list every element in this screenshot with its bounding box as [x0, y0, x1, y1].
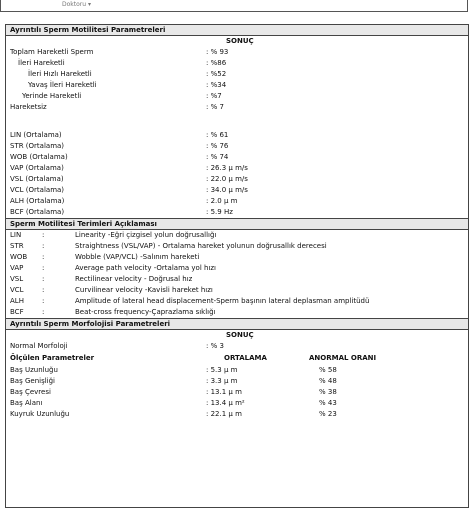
- row-label: VAP (Ortalama): [10, 164, 64, 172]
- row-label: WOB (Ortalama): [10, 153, 68, 161]
- term-abbr: VSL: [10, 275, 24, 283]
- row-label: STR (Ortalama): [10, 142, 65, 150]
- row-label: Baş Alanı: [10, 399, 43, 407]
- row-abnormal-rate: % 38: [319, 388, 337, 396]
- row-value: : %52: [206, 70, 227, 78]
- row-label: Yavaş İleri Hareketli: [28, 81, 97, 89]
- term-abbr: WOB: [10, 253, 28, 261]
- morphology-sonuc-header: SONUÇ: [226, 331, 254, 339]
- term-colon: :: [42, 231, 45, 239]
- measured-params-header: Ölçülen Parametreler: [10, 354, 95, 362]
- row-value: : 5.9 Hz: [206, 208, 233, 216]
- row-value: : % 61: [206, 131, 229, 139]
- row-label: İleri Hareketli: [18, 59, 65, 67]
- term-abbr: ALH: [10, 297, 24, 305]
- row-label: Kuyruk Uzunluğu: [10, 410, 70, 418]
- row-label: Baş Genişliği: [10, 377, 56, 385]
- row-abnormal-rate: % 23: [319, 410, 337, 418]
- top-toolbar: [0, 0, 468, 12]
- motility-section-header: [6, 25, 468, 36]
- row-average: : 13.1 μ m: [206, 388, 242, 396]
- term-colon: :: [42, 242, 45, 250]
- row-value: : %86: [206, 59, 227, 67]
- row-label: Baş Çevresi: [10, 388, 51, 396]
- terms-title: Sperm Motilitesi Terimleri Açıklaması: [10, 220, 157, 228]
- normal-morphology-value: : % 3: [206, 342, 224, 350]
- row-value: : % 7: [206, 103, 224, 111]
- term-desc: Curvilinear velocity -Kavisli hareket hızı: [75, 286, 213, 294]
- row-average: : 22.1 μ m: [206, 410, 242, 418]
- row-value: : %34: [206, 81, 227, 89]
- terms-section-header: [6, 218, 468, 230]
- row-value: : 26.3 μ m/s: [206, 164, 248, 172]
- row-average: : 13.4 μ m²: [206, 399, 245, 407]
- row-label: BCF (Ortalama): [10, 208, 65, 216]
- term-desc: Amplitude of lateral head displacement-Sperm başının lateral deplasman amplitüdü: [75, 297, 370, 305]
- row-average: : 3.3 μ m: [206, 377, 238, 385]
- report-panel: [5, 24, 469, 508]
- row-label: VCL (Ortalama): [10, 186, 65, 194]
- row-value: : %7: [206, 92, 222, 100]
- term-abbr: LIN: [10, 231, 22, 239]
- term-colon: :: [42, 297, 45, 305]
- term-colon: :: [42, 286, 45, 294]
- term-desc: Linearity -Eğri çizgisel yolun doğrusallığı: [75, 231, 217, 239]
- row-abnormal-rate: % 43: [319, 399, 337, 407]
- term-abbr: VAP: [10, 264, 24, 272]
- term-desc: Beat-cross frequency-Çaprazlama sıklığı: [75, 308, 216, 316]
- col-anormal-header: ANORMAL ORANI: [309, 354, 377, 362]
- row-label: Toplam Hareketli Sperm: [10, 48, 94, 56]
- row-average: : 5.3 μ m: [206, 366, 238, 374]
- term-desc: Straightness (VSL/VAP) - Ortalama hareket yolunun doğrusallık derecesi: [75, 242, 327, 250]
- term-abbr: STR: [10, 242, 24, 250]
- term-desc: Average path velocity -Ortalama yol hızı: [75, 264, 216, 272]
- row-abnormal-rate: % 48: [319, 377, 337, 385]
- row-label: İleri Hızlı Hareketli: [28, 70, 92, 78]
- row-label: ALH (Ortalama): [10, 197, 65, 205]
- morphology-title: Ayrıntılı Sperm Morfolojisi Parametreleri: [10, 320, 171, 328]
- term-colon: :: [42, 275, 45, 283]
- row-value: : % 76: [206, 142, 229, 150]
- row-label: LIN (Ortalama): [10, 131, 62, 139]
- term-colon: :: [42, 264, 45, 272]
- row-label: VSL (Ortalama): [10, 175, 64, 183]
- col-ortalama-header: ORTALAMA: [224, 354, 267, 362]
- row-value: : 2.0 μ m: [206, 197, 238, 205]
- row-value: : % 74: [206, 153, 229, 161]
- term-colon: :: [42, 308, 45, 316]
- row-abnormal-rate: % 58: [319, 366, 337, 374]
- term-desc: Rectilinear velocity - Doğrusal hız: [75, 275, 193, 283]
- motility-sonuc-header: SONUÇ: [226, 37, 254, 45]
- term-desc: Wobble (VAP/VCL) -Salınım hareketi: [75, 253, 200, 261]
- term-colon: :: [42, 253, 45, 261]
- row-value: : % 93: [206, 48, 229, 56]
- term-abbr: VCL: [10, 286, 24, 294]
- row-value: : 34.0 μ m/s: [206, 186, 248, 194]
- row-label: Hareketsiz: [10, 103, 47, 111]
- term-abbr: BCF: [10, 308, 24, 316]
- row-value: : 22.0 μ m/s: [206, 175, 248, 183]
- normal-morphology-label: Normal Morfoloji: [10, 342, 68, 350]
- row-label: Yerinde Hareketli: [22, 92, 82, 100]
- row-label: Baş Uzunluğu: [10, 366, 58, 374]
- doktoru-dropdown[interactable]: Doktoru ▾: [62, 1, 91, 8]
- morphology-section-header: [6, 318, 468, 330]
- motility-title: Ayrıntılı Sperm Motilitesi Parametreleri: [10, 26, 166, 34]
